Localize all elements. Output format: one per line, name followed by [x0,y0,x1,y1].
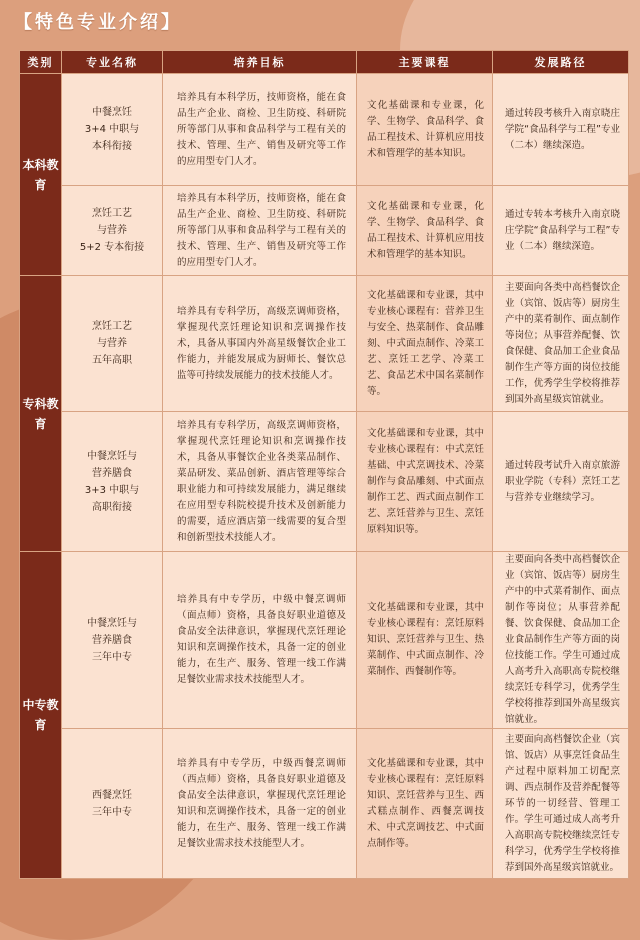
specialty-table [19,50,629,879]
category-cell: 中专教育 [20,552,62,879]
development-path: 主要面向各类中高档餐饮企业（宾馆、饭店等）厨房生产中的中式菜肴制作、面点制作等岗位；从事营养配餐、饮食保健、食品加工企业食品制作生产等方面的岗位技能工作。学生可通过成人高考升入高职高专院校继续烹饪专科学习，优秀学生学校将推荐到国外高星级宾馆就业。 [493,552,629,729]
category-cell: 专科教育 [20,276,62,552]
development-path: 通过转段考试升入南京旅游职业学院（专科）烹饪工艺与营养专业继续学习。 [493,412,629,552]
main-courses: 文化基础课和专业课，化学、生物学、食品科学、食品工程技术、计算机应用技术和管理学的基本知识。 [357,186,493,276]
column-header-category: 类别 [20,51,62,74]
column-header-courses: 主要课程 [357,51,493,74]
development-path: 主要面向各类中高档餐饮企业（宾馆、饭店等）厨房生产中的菜肴制作、面点制作等岗位；从事营养配餐、饮食保健、食品加工企业食品制作生产等方面的岗位技能工作，优秀学生学校将推荐到国外高星级宾馆就业。 [493,276,629,412]
training-goal: 培养具有中专学历，中级中餐烹调师（面点师）资格，具备良好职业道德及食品安全法律意识，掌握现代烹饪理论知识和烹调操作技术，具备一定的创业能力，在生产、服务、管理一线工作满足餐饮业需求技术技能型人才。 [163,552,357,729]
major-name: 烹饪工艺 与营养 5+2 专本衔接 [62,186,163,276]
training-goal: 培养具有专科学历，高级烹调师资格，掌握现代烹饪理论知识和烹调操作技术，具备从事餐饮企业各类菜品制作、菜品研发、菜品创新、酒店管理等综合职业能力和可持续发展能力，满足继续在应用型专科院校提升技术及创新能力的需要，适应酒店第一线需要的复合型和创新型技术技能人才。 [163,412,357,552]
major-name: 中餐烹饪与 营养膳食 3+3 中职与 高职衔接 [62,412,163,552]
table-header-row [20,51,629,74]
major-name: 烹饪工艺 与营养 五年高职 [62,276,163,412]
page-title: 【特色专业介绍】 [14,12,182,33]
main-courses: 文化基础课和专业课，化学、生物学、食品科学、食品工程技术、计算机应用技术和管理学的基本知识。 [357,74,493,186]
major-name: 中餐烹饪与 营养膳食 三年中专 [62,552,163,729]
main-courses: 文化基础课和专业课，其中专业核心课程有：营养卫生与安全、热菜制作、食品雕刻、中式面点制作、冷菜工艺、烹饪工艺学、冷菜工艺、食品艺术中国名菜制作等。 [357,276,493,412]
table-row [20,276,629,412]
column-header-path: 发展路径 [493,51,629,74]
table-row [20,729,629,879]
development-path: 通过转段考核升入南京晓庄学院“食品科学与工程”专业（二本）继续深造。 [493,74,629,186]
table-row [20,74,629,186]
category-cell: 本科教育 [20,74,62,276]
table-row [20,552,629,729]
column-header-name: 专业名称 [62,51,163,74]
training-goal: 培养具有专科学历，高级烹调师资格，掌握现代烹饪理论知识和烹调操作技术，具备从事国内外高星级餐饮企业工作能力，并能发展成为厨师长、餐饮总监等可持续发展能力的技术技能人才。 [163,276,357,412]
development-path: 通过专转本考核升入南京晓庄学院“食品科学与工程”专业（二本）继续深造。 [493,186,629,276]
development-path: 主要面向高档餐饮企业（宾馆、饭店）从事烹饪食品生产过程中原料加工切配烹调、西点制作及营养配餐等环节的一切经营、管理工作。学生可通过成人高考升入高职高专院校继续烹饪专科学习，优秀学生学校将推荐到国外高星级宾馆就业。 [493,729,629,879]
main-courses: 文化基础课和专业课，其中专业核心课程有：烹饪原料知识、烹饪营养与卫生、西式糕点制作、西餐烹调技术、中式烹调技艺、中式面点制作等。 [357,729,493,879]
table-row [20,186,629,276]
major-name: 中餐烹饪 3+4 中职与 本科衔接 [62,74,163,186]
major-name: 西餐烹饪 三年中专 [62,729,163,879]
training-goal: 培养具有本科学历，技师资格，能在食品生产企业、商检、卫生防疫、科研院所等部门从事和食品科学与工程有关的技术、管理、生产、销售及研究等工作的应用型专门人才。 [163,74,357,186]
training-goal: 培养具有本科学历，技师资格，能在食品生产企业、商检、卫生防疫、科研院所等部门从事和食品科学与工程有关的技术、管理、生产、销售及研究等工作的应用型专门人才。 [163,186,357,276]
main-courses: 文化基础课和专业课，其中专业核心课程有：中式烹饪基础、中式烹调技术、冷菜制作与食品雕刻、中式面点制作工艺、西式面点制作工艺、烹饪营养与卫生、烹饪原料知识等。 [357,412,493,552]
table-row [20,412,629,552]
main-courses: 文化基础课和专业课，其中专业核心课程有：烹饪原料知识、烹饪营养与卫生、热菜制作、中式面点制作、冷菜制作、西餐制作等。 [357,552,493,729]
training-goal: 培养具有中专学历，中级西餐烹调师（西点师）资格，具备良好职业道德及食品安全法律意识，掌握现代烹饪理论知识和烹调操作技术，具备一定的创业能力，在生产、服务、管理一线工作满足餐饮业需求技术技能型人才。 [163,729,357,879]
column-header-goal: 培养目标 [163,51,357,74]
